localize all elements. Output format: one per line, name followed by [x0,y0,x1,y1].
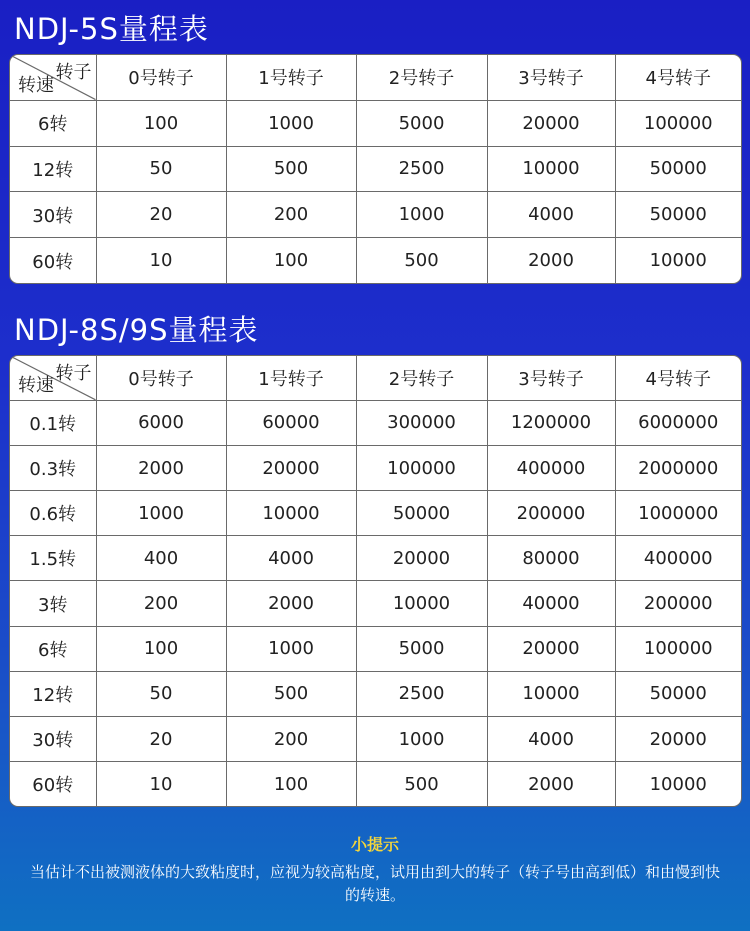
speed-cell: 60转 [10,238,96,283]
table-row [10,146,741,192]
range-value-cell: 1000 [356,192,487,238]
range-value-cell: 400 [96,536,226,581]
rotor-header-cell: 3号转子 [487,55,615,100]
range-value-cell: 200000 [487,491,615,536]
speed-cell: 0.1转 [10,400,96,445]
tips-section [0,832,750,907]
range-value-cell: 6000000 [615,400,741,445]
range-value-cell: 10000 [226,491,356,536]
range-value-cell: 10000 [615,238,741,283]
table-row [10,445,741,490]
range-value-cell: 10000 [487,146,615,192]
range-value-cell: 1000 [356,716,487,761]
range-value-cell: 20000 [615,716,741,761]
range-value-cell: 5000 [356,626,487,671]
range-value-cell: 20 [96,192,226,238]
range-value-cell: 200 [226,192,356,238]
header-row [10,356,741,400]
speed-axis-label: 转速 [18,374,54,396]
tips-title: 小提示 [350,835,399,854]
range-table-grid [10,356,741,806]
range-value-cell: 300000 [356,400,487,445]
range-value-cell: 100000 [615,100,741,146]
range-value-cell: 1000000 [615,491,741,536]
range-value-cell: 50000 [615,192,741,238]
range-table-grid [10,55,741,283]
range-value-cell: 100 [96,626,226,671]
range-value-cell: 50000 [615,146,741,192]
rotor-header-cell: 0号转子 [96,55,226,100]
table-row [10,762,741,806]
rotor-header-cell: 3号转子 [487,356,615,400]
range-value-cell: 10 [96,762,226,806]
table-row [10,400,741,445]
range-value-cell: 400000 [487,445,615,490]
speed-cell: 6转 [10,626,96,671]
speed-axis-label: 转速 [18,74,54,96]
range-table-ndj5s [9,54,742,284]
range-value-cell: 4000 [487,192,615,238]
range-value-cell: 60000 [226,400,356,445]
range-value-cell: 500 [226,671,356,716]
speed-cell: 12转 [10,146,96,192]
table-row [10,192,741,238]
range-value-cell: 100000 [356,445,487,490]
speed-cell: 6转 [10,100,96,146]
range-value-cell: 20000 [356,536,487,581]
range-value-cell: 2000000 [615,445,741,490]
range-value-cell: 50 [96,671,226,716]
rotor-axis-label: 转子 [55,363,92,384]
rotor-header-cell: 2号转子 [356,55,487,100]
range-table-ndj8s-9s [9,355,742,807]
range-value-cell: 80000 [487,536,615,581]
range-value-cell: 2000 [487,762,615,806]
range-value-cell: 2000 [96,445,226,490]
rotor-header-cell: 4号转子 [615,55,741,100]
range-value-cell: 200 [226,716,356,761]
range-value-cell: 10 [96,238,226,283]
range-value-cell: 100000 [615,626,741,671]
table-row [10,626,741,671]
range-value-cell: 6000 [96,400,226,445]
header-row [10,55,741,100]
tips-text: 当估计不出被测液体的大致粘度时，应视为较高粘度，试用由到大的转子（转子号由高到低）和由慢到快的转速。 [29,863,720,904]
table-row [10,100,741,146]
range-value-cell: 500 [226,146,356,192]
table-row [10,536,741,581]
rotor-header-cell: 1号转子 [226,55,356,100]
table-row [10,671,741,716]
rotor-header-cell: 4号转子 [615,356,741,400]
range-value-cell: 4000 [226,536,356,581]
range-value-cell: 10000 [487,671,615,716]
range-value-cell: 500 [356,238,487,283]
range-value-cell: 400000 [615,536,741,581]
corner-header-cell [10,356,96,400]
range-value-cell: 100 [96,100,226,146]
range-value-cell: 5000 [356,100,487,146]
rotor-header-cell: 0号转子 [96,356,226,400]
speed-cell: 0.6转 [10,491,96,536]
range-value-cell: 20 [96,716,226,761]
range-value-cell: 10000 [615,762,741,806]
range-value-cell: 1000 [226,100,356,146]
speed-cell: 30转 [10,192,96,238]
range-value-cell: 50000 [615,671,741,716]
table-row [10,491,741,536]
range-value-cell: 1000 [96,491,226,536]
range-value-cell: 10000 [356,581,487,626]
range-value-cell: 20000 [226,445,356,490]
range-value-cell: 500 [356,762,487,806]
table1-title: NDJ-5S量程表 [14,12,209,46]
range-value-cell: 20000 [487,626,615,671]
rotor-header-cell: 1号转子 [226,356,356,400]
corner-header-cell [10,55,96,100]
rotor-axis-label: 转子 [55,62,92,83]
table-row [10,581,741,626]
range-value-cell: 20000 [487,100,615,146]
speed-cell: 3转 [10,581,96,626]
range-value-cell: 1200000 [487,400,615,445]
range-value-cell: 4000 [487,716,615,761]
table2-title: NDJ-8S/9S量程表 [14,313,259,347]
range-value-cell: 2500 [356,671,487,716]
table-row [10,238,741,283]
speed-cell: 60转 [10,762,96,806]
range-value-cell: 2000 [226,581,356,626]
range-value-cell: 200 [96,581,226,626]
range-value-cell: 100 [226,762,356,806]
range-value-cell: 40000 [487,581,615,626]
range-value-cell: 200000 [615,581,741,626]
range-value-cell: 2000 [487,238,615,283]
range-value-cell: 50 [96,146,226,192]
rotor-header-cell: 2号转子 [356,356,487,400]
speed-cell: 0.3转 [10,445,96,490]
speed-cell: 12转 [10,671,96,716]
range-value-cell: 50000 [356,491,487,536]
speed-cell: 1.5转 [10,536,96,581]
range-value-cell: 2500 [356,146,487,192]
speed-cell: 30转 [10,716,96,761]
range-value-cell: 1000 [226,626,356,671]
range-value-cell: 100 [226,238,356,283]
table-row [10,716,741,761]
